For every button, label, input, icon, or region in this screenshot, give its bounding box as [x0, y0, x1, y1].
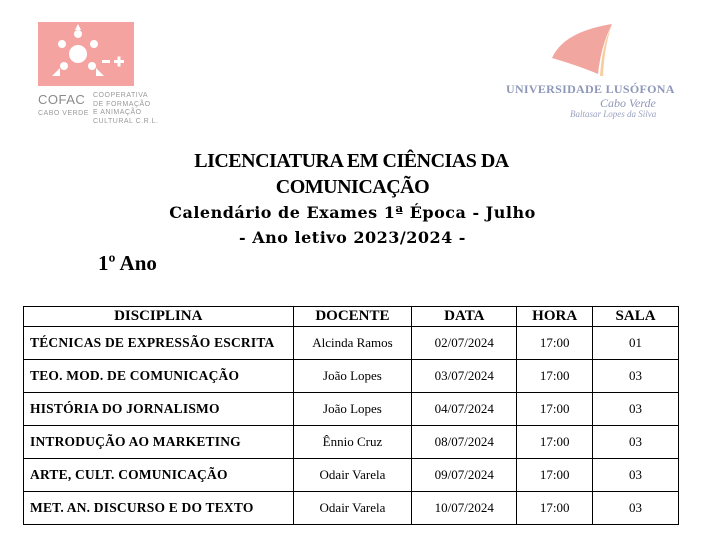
cell-disciplina: ARTE, CULT. COMUNICAÇÃO	[24, 459, 294, 492]
cell-disciplina: TÉCNICAS DE EXPRESSÃO ESCRITA	[24, 327, 294, 360]
cell-disciplina: TEO. MOD. DE COMUNICAÇÃO	[24, 360, 294, 393]
course-title-line1: LICENCIATURA EM CIÊNCIAS DA	[194, 150, 509, 172]
cell-disciplina: MET. AN. DISCURSO E DO TEXTO	[24, 492, 294, 525]
cell-hora: 17:00	[517, 426, 593, 459]
cell-disciplina: INTRODUÇÃO AO MARKETING	[24, 426, 294, 459]
table-row	[24, 426, 679, 459]
cell-docente: Odair Varela	[293, 459, 412, 492]
cell-docente: João Lopes	[293, 393, 412, 426]
exam-schedule-table	[23, 306, 679, 525]
cell-hora: 17:00	[517, 393, 593, 426]
ulusofona-name: UNIVERSIDADE LUSÓFONA	[506, 82, 675, 96]
ulusofona-tagline: Baltasar Lopes da Silva	[570, 109, 657, 119]
cofac-emblem-icon	[38, 22, 134, 86]
year-label: 1º Ano	[98, 251, 157, 275]
ulusofona-subtitle: Cabo Verde	[600, 96, 656, 110]
cell-sala: 03	[593, 459, 679, 492]
header-data: DATA	[412, 307, 517, 327]
table-row	[24, 492, 679, 525]
cell-sala: 03	[593, 492, 679, 525]
cell-hora: 17:00	[517, 459, 593, 492]
cell-data: 09/07/2024	[412, 459, 517, 492]
course-title-line2: COMUNICAÇÃO	[275, 176, 430, 198]
cell-docente: João Lopes	[293, 360, 412, 393]
cofac-logo	[38, 22, 170, 126]
cell-docente: Odair Varela	[293, 492, 412, 525]
table-row	[24, 360, 679, 393]
cell-hora: 17:00	[517, 360, 593, 393]
ulusofona-logo	[500, 22, 680, 118]
cofac-name: COFAC	[38, 92, 86, 107]
cell-data: 03/07/2024	[412, 360, 517, 393]
cell-hora: 17:00	[517, 492, 593, 525]
cofac-description: COOPERATIVA DE FORMAÇÃO E ANIMAÇÃO CULTURAL C.R.L.	[93, 92, 159, 125]
cell-sala: 01	[593, 327, 679, 360]
cell-sala: 03	[593, 360, 679, 393]
table-row	[24, 393, 679, 426]
header-sala: SALA	[593, 307, 679, 327]
cofac-subtitle: CABO VERDE	[38, 110, 89, 117]
table-row	[24, 459, 679, 492]
cell-docente: Ênnio Cruz	[293, 426, 412, 459]
cell-disciplina: HISTÓRIA DO JORNALISMO	[24, 393, 294, 426]
academic-year: - Ano letivo 2023/2024 -	[239, 228, 466, 247]
header-hora: HORA	[517, 307, 593, 327]
cell-sala: 03	[593, 393, 679, 426]
cell-data: 04/07/2024	[412, 393, 517, 426]
header-disciplina: DISCIPLINA	[24, 307, 294, 327]
cell-data: 08/07/2024	[412, 426, 517, 459]
exam-calendar-title: Calendário de Exames 1ª Época - Julho	[169, 203, 536, 222]
table-header-row	[24, 307, 679, 327]
cell-data: 02/07/2024	[412, 327, 517, 360]
cell-data: 10/07/2024	[412, 492, 517, 525]
ulusofona-sail-icon	[500, 22, 680, 82]
cell-hora: 17:00	[517, 327, 593, 360]
cell-sala: 03	[593, 426, 679, 459]
cell-docente: Alcinda Ramos	[293, 327, 412, 360]
header-docente: DOCENTE	[293, 307, 412, 327]
table-row	[24, 327, 679, 360]
